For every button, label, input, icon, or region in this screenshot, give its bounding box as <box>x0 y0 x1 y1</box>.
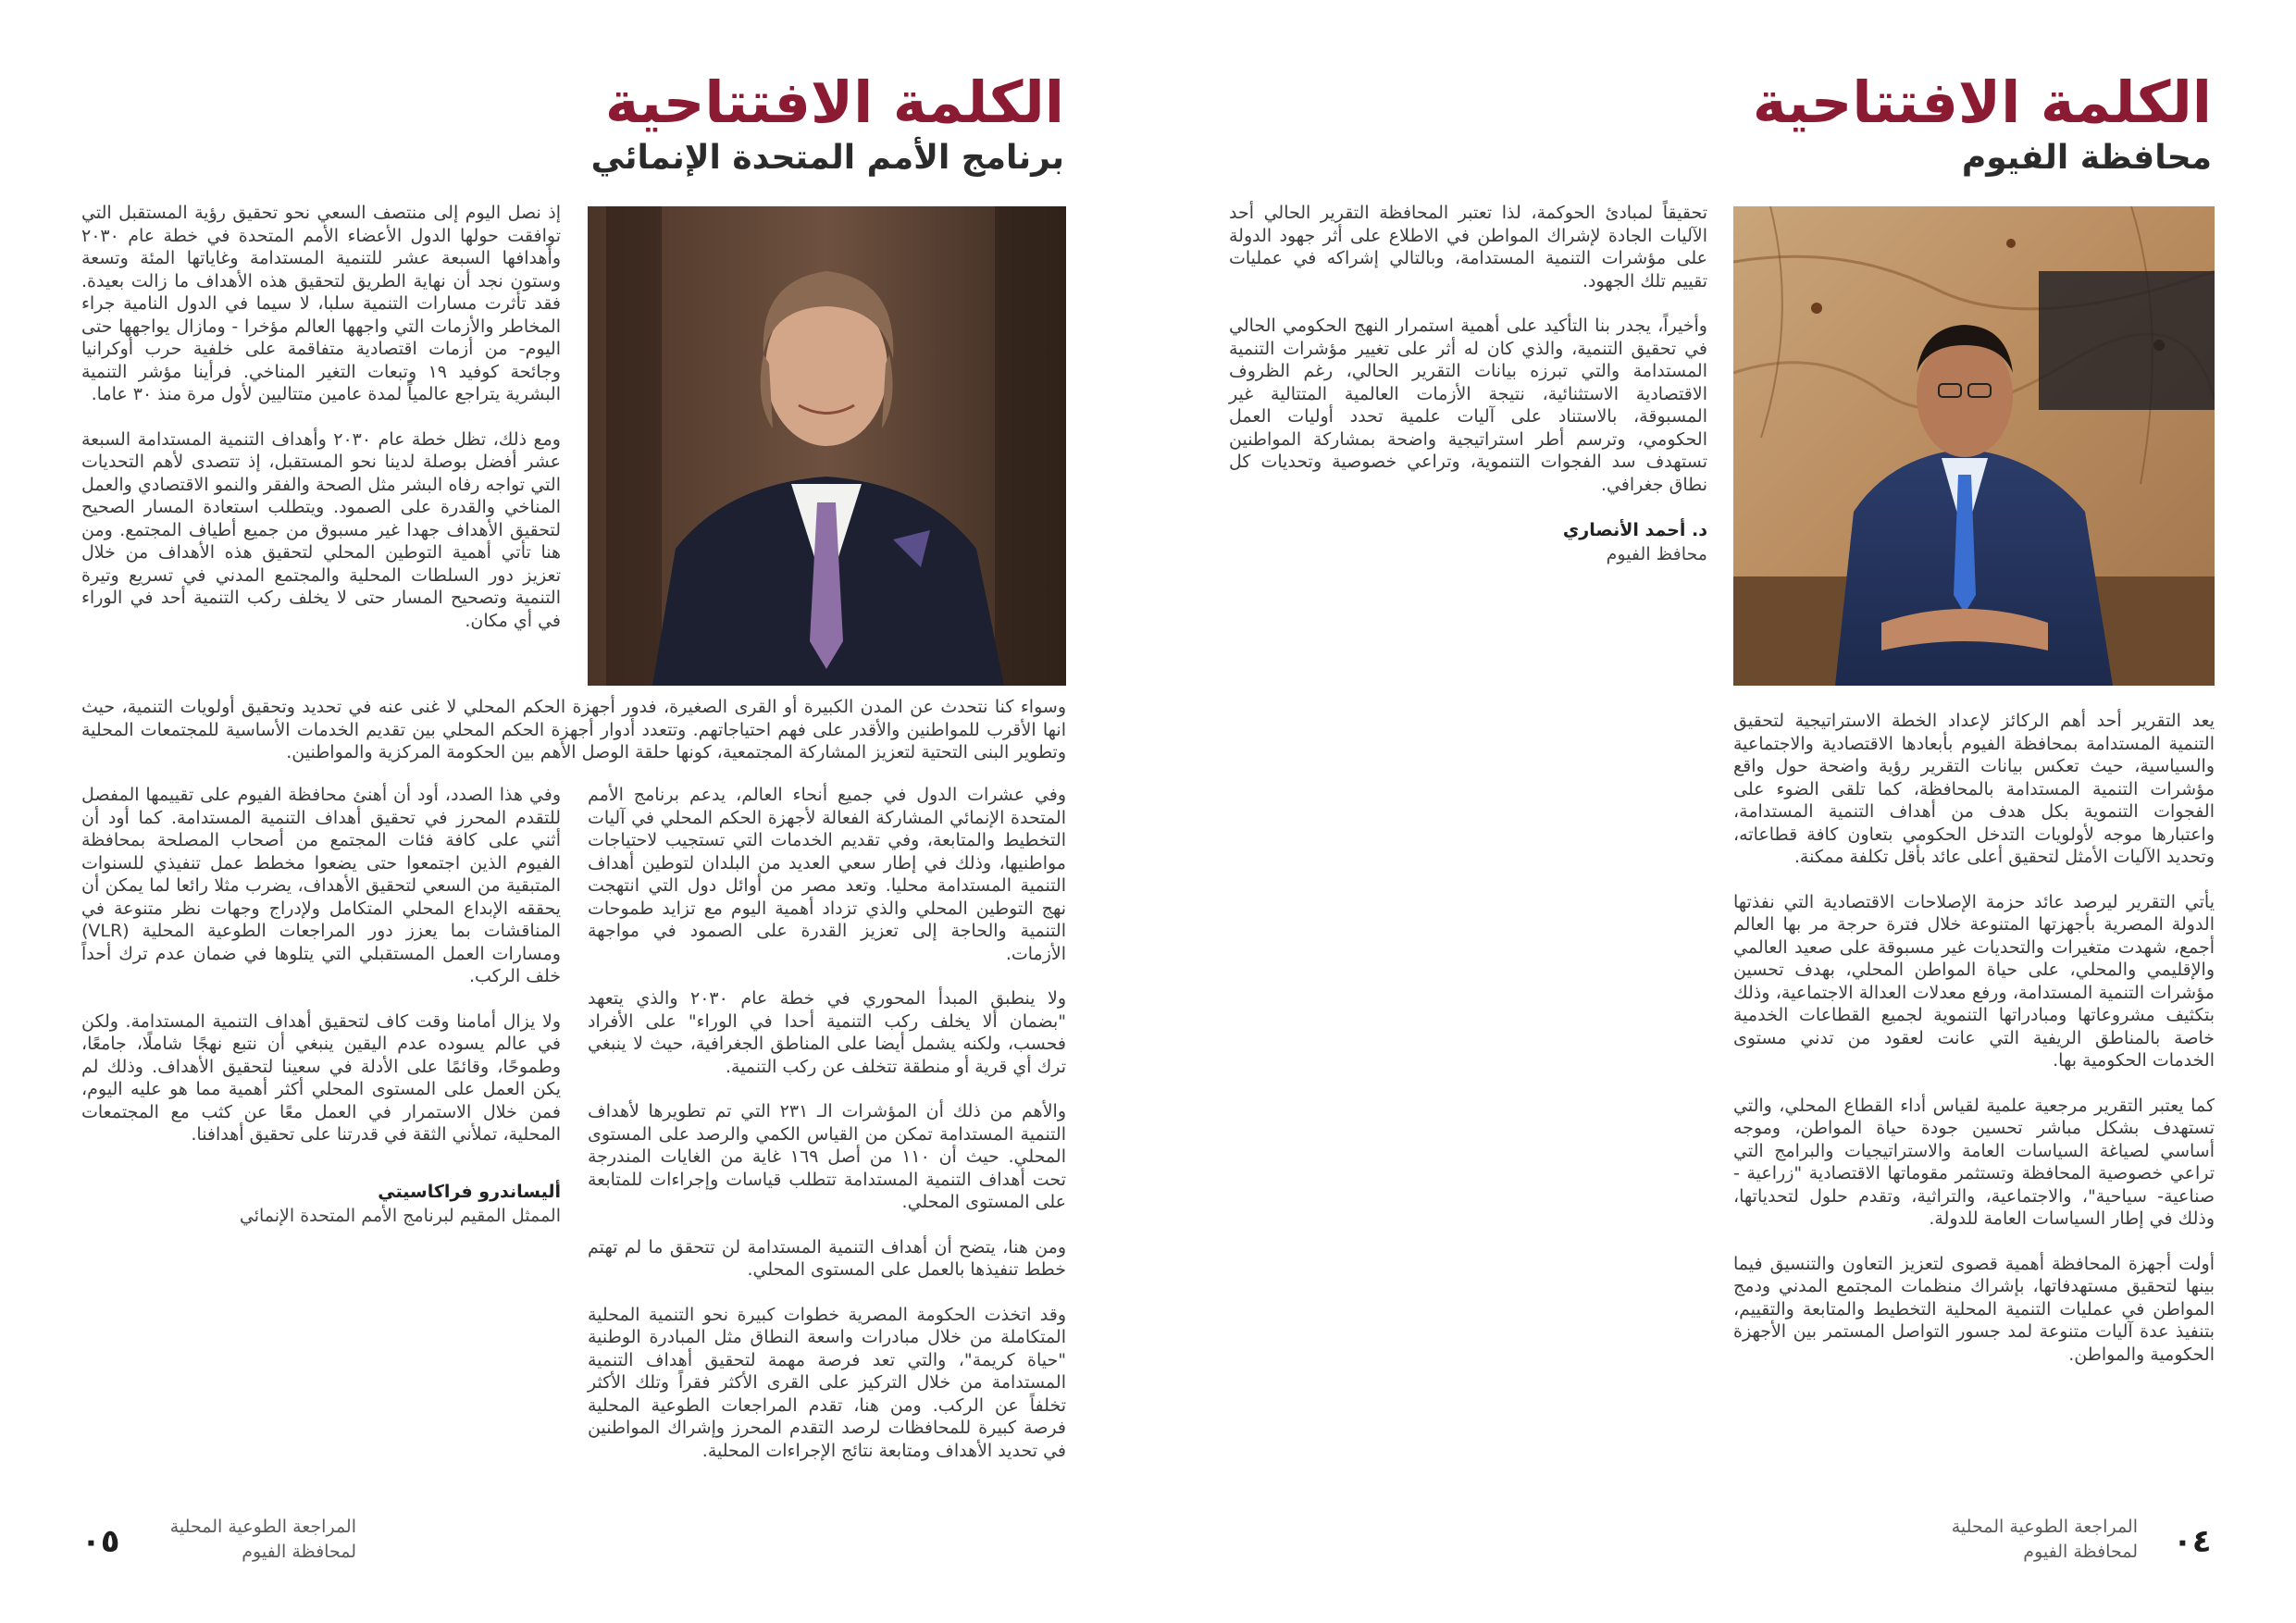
governor-photo <box>1733 206 2215 686</box>
paragraph: وسواء كنا نتحدث عن المدن الكبيرة أو القرى الصغيرة، فدور أجهزة الحكم المحلي لا غنى عنه في تحديد وتحقيق أولويات التنمية، حيث انها الأقرب للمواطنين والأقدر على فهم احتياجاتهم. وتتعدد أدوار أجهزة الحكم المحلي بين تقديم الخدمات الأساسية للمجتمعات المحلية وتطوير البنى التحتية لتعزيز المشاركة المجتمعية، كونها حلقة الوصل الأهم بين الحكومة المركزية والمواطنين. <box>81 697 1066 762</box>
left-page-column-left <box>81 784 561 1228</box>
paragraph: إذ نصل اليوم إلى منتصف السعي نحو تحقيق رؤية المستقبل التي توافقت حولها الدول الأعضاء الأمم المتحدة في خطة عام ٢٠٣٠ وأهدافها السبعة عشر للتنمية المستدامة وغاياتها المئة وتسعة وستون نجد أن نهاية الطريق لتحقيق هذه الأهداف ما زالت بعيدة. فقد تأثرت مسارات التنمية سلبا، لا سيما في الدول النامية جراء المخاطر والأزمات التي واجهها العالم مؤخرا - ومازال يواجهها حتى اليوم- من أزمات اقتصادية متفاقمة على خلفية حرب أوكرانيا وجائحة كوفيد ١٩ وتبعات التغير المناخي. فرأينا مؤشر التنمية البشرية يتراجع عالمياً لمدة عامين متتاليين لأول مرة منذ ٣٠ عاما. <box>81 203 561 404</box>
left-page-wide-paragraph <box>81 696 1066 787</box>
paragraph: ولا يزال أمامنا وقت كاف لتحقيق أهداف التنمية المستدامة. ولكن في عالم يسوده عدم اليقين ينبغي أن نتبع نهجًا شاملًا، جامعًا، وطموحًا، وقائمًا على الأدلة في سعينا لتحقيق الأهداف. وذلك لم يكن العمل على المستوى المحلي أكثر أهمية مما هو عليه اليوم، فمن خلال الاستمرار في العمل معًا عن كثب مع المجتمعات المحلية، تملأني الثقة في قدرتنا على تحقيق أهدافنا. <box>81 1010 561 1145</box>
footer-left <box>157 1515 356 1565</box>
paragraph: ولا ينطبق المبدأ المحوري في خطة عام ٢٠٣٠ والذي يتعهد "بضمان ألا يخلف ركب التنمية أحدا في الوراء" على الأفراد فحسب، ولكنه يشمل أيضا على المناطق الجغرافية، حيث لا ينبغي ترك أي قرية أو منطقة تتخلف عن ركب التنمية. <box>588 988 1066 1077</box>
footer-line: المراجعة الطوعية المحلية <box>169 1517 356 1537</box>
footer-line: لمحافظة الفيوم <box>242 1542 356 1562</box>
signature-role: الممثل المقيم لبرنامج الأمم المتحدة الإنمائي <box>239 1205 561 1226</box>
footer-right <box>1851 1515 2138 1565</box>
page-subtitle-right: محافظة الفيوم <box>1961 139 2212 177</box>
paragraph: وقد اتخذت الحكومة المصرية خطوات كبيرة نحو التنمية المحلية المتكاملة من خلال مبادرات واسعة النطاق مثل المبادرة الوطنية "حياة كريمة"، والتي تعد فرصة مهمة لتحقيق أهداف التنمية المستدامة من خلال التركيز على القرى الأكثر فقراً وتلك الأكثر تخلفاً عن الركب. ومن هنا، تقدم المراجعات الطوعية المحلية فرصة كبيرة للمحافظات لرصد التقدم المحرز وإشراك المواطنين في تحديد الأهداف ومتابعة نتائج الإجراءات المحلية. <box>588 1304 1066 1461</box>
paragraph: ومع ذلك، تظل خطة عام ٢٠٣٠ وأهداف التنمية المستدامة السبعة عشر أفضل بوصلة لدينا نحو المستقبل، إذ تتصدى لأهم التحديات التي تواجه رفاه البشر مثل الصحة والفقر والنمو الاقتصادي والعمل المناخي والقدرة على الصمود. ويتطلب استعادة المسار الصحيح لتحقيق الأهداف جهدا غير مسبوق من جميع أطياف المجتمع. ومن هنا تأتي أهمية التوطين المحلي لتحقيق هذه الأهداف من خلال تعزيز دور السلطات المحلية والمجتمع المدني في تسريع وتيرة التنمية وتصحيح المسار حتى لا يخلف ركب التنمية أحد في الوراء في أي مكان. <box>81 428 561 631</box>
paragraph: يأتي التقرير ليرصد عائد حزمة الإصلاحات الاقتصادية التي نفذتها الدولة المصرية بأجهزتها المتنوعة خلال فترة حرجة مر بها العالم أجمع، شهدت متغيرات والتحديات غير مسبوقة على صعيد العالمي والإقليمي والمحلي، على حياة المواطن المحلي، بهدف تحسين مؤشرات التنمية المستدامة، ورفع معدلات العدالة الاجتماعية، وذلك بتكثيف مشروعاتها ومبادراتها التنموية لجميع القطاعات الخدمية خاصة بالمناطق الريفية التي عانت لعقود من تدني مستوى الخدمات الحكومية بها. <box>1733 891 2215 1071</box>
paragraph: ومن هنا، يتضح أن أهداف التنمية المستدامة لن تتحقق ما لم تهتم خطط تنفيذها بالعمل على المستوى المحلي. <box>588 1236 1066 1280</box>
page-number-right: ٠٤ <box>2173 1523 2212 1560</box>
left-page-column-top <box>81 202 561 654</box>
paragraph: والأهم من ذلك أن المؤشرات الـ ٢٣١ التي تم تطويرها لأهداف التنمية المستدامة تمكن من القياس الكمي والرصد على المستوى المحلي. حيث أن ١١٠ من أصل ١٦٩ غاية من الغايات المندرجة تحت أهداف التنمية المستدامة تتطلب قياسات وإجراءات للمتابعة على المستوى المحلي. <box>588 1101 1067 1212</box>
left-page-column-right <box>588 784 1066 1484</box>
paragraph: تحقيقاً لمبادئ الحوكمة، لذا تعتبر المحافظة التقرير الحالي أحد الآليات الجادة لإشراك المواطن في الاطلاع على أثر جهود الدولة على مؤشرات التنمية المستدامة، وبالتالي إشراكه في عمليات تقييم تلك الجهود. <box>1229 203 1707 291</box>
paragraph: كما يعتبر التقرير مرجعية علمية لقياس أداء القطاع المحلي، والتي تستهدف بشكل مباشر تحسين جودة حياة المواطن، وموجه أساسي لصياغة السياسات العامة والاستراتيجيات والبرامج التي تراعي خصوصية المحافظة وتستثمر مقوماتها الاقتصادية "زراعية - صناعية- سياحية"، والاجتماعية، والتراثية، وتقدم حلول لتحدياتها، وذلك في إطار السياسات العامة للدولة. <box>1733 1095 2215 1229</box>
page-number-left: ٠٥ <box>81 1523 120 1560</box>
footer-line: لمحافظة الفيوم <box>2023 1542 2138 1562</box>
signature-name: د. أحمد الأنصاري <box>1562 520 1707 540</box>
right-page-column-left <box>1229 202 1707 566</box>
representative-photo <box>588 206 1066 686</box>
paragraph: وفي عشرات الدول في جميع أنحاء العالم، يدعم برنامج الأمم المتحدة الإنمائي المشاركة الفعالة لأجهزة الحكم المحلي في آليات التخطيط والمتابعة، وفي تقديم الخدمات التي تستجيب لاحتياجات مواطنيها، وذلك في إطار سعي العديد من البلدان لتوطين أهداف التنمية المستدامة محليا. وتعد مصر من أوائل دول التي انتهجت نهج التوطين المحلي والذي تزداد أهمية اليوم مع تزايد طموحات التنمية والحاجة إلى تعزيز القدرة على الصمود في مواجهة الأزمات. <box>588 785 1066 964</box>
page-subtitle-left: برنامج الأمم المتحدة الإنمائي <box>590 139 1064 177</box>
footer-line: المراجعة الطوعية المحلية <box>1951 1517 2138 1537</box>
page-title-left: الكلمة الافتتاحية <box>604 68 1064 136</box>
paragraph: وفي هذا الصدد، أود أن أهنئ محافظة الفيوم على تقييمها المفصل للتقدم المحرز في تحقيق أهداف التنمية المستدامة. كما أود أن أثني على كافة فئات المجتمع من أصحاب المصلحة بمحافظة الفيوم الذين اجتمعوا حتى يضعوا مخطط عمل تنفيذي للسنوات المتبقية من السعي لتحقيق الأهداف، يضرب مثلا رائعا لما يمكن أن يحققه الإبداع المحلي المتكامل ولإدراج وجهات نظر متنوعة في المناقشات بما يعزز دور المراجعات الطوعية المحلية (VLR) ومسارات العمل المستقبلي التي يتلوها في ضمان عدم ترك أحداً خلف الركب. <box>81 785 561 986</box>
right-page-column-right <box>1733 710 2215 1388</box>
paragraph: وأخيراً، يجدر بنا التأكيد على أهمية استمرار النهج الحكومي الحالي في تحقيق التنمية، والذي كان له أثر على تغيير مؤشرات التنمية المستدامة والتي تبرزه بيانات التقرير الحالي، رغم الظروف الاقتصادية الاستثنائية، نتيجة الأزمات العالمية المتتالية غير المسبوقة، بالاستناد على آليات علمية تحدد أوليات العمل الحكومي، وترسم أطر استراتيجية واضحة بمشاركة المواطنين تستهدف سد الفجوات التنموية، وتراعي خصوصية وتحديات كل نطاق جغرافي. <box>1229 316 1707 495</box>
signature-name: أليساندرو فراكاسيتي <box>378 1181 561 1202</box>
signature-role: محافظ الفيوم <box>1606 544 1707 564</box>
paragraph: أولت أجهزة المحافظة أهمية قصوى لتعزيز التعاون والتنسيق فيما بينها لتحقيق مستهدفاتها، بإشراك منظمات المجتمع المدني ودمج المواطن في عمليات التنمية المحلية التخطيط والمتابعة والتقييم، بتنفيذ عدة آليات متنوعة لمد جسور التواصل المستمر بين الأجهزة الحكومية والمواطن. <box>1733 1253 2215 1365</box>
page-title-right: الكلمة الافتتاحية <box>1752 68 2212 136</box>
paragraph: يعد التقرير أحد أهم الركائز لإعداد الخطة الاستراتيجية لتحقيق التنمية المستدامة بمحافظة الفيوم بأبعادها الاقتصادية والاجتماعية والسياسية، حيث تعكس بيانات التقرير رؤية واضحة حول واقع مؤشرات التنمية المستدامة بالمحافظة، كما تلقى الضوء على الفجوات التنموية بكل هدف من أهداف التنمية المستدامة، واعتبارها موجه لأولويات التدخل الحكومي بتعاون كافة قطاعاته، وتحديد الآليات الأمثل لتحقيق أعلى عائد بأقل تكلفة ممكنة. <box>1733 711 2215 867</box>
